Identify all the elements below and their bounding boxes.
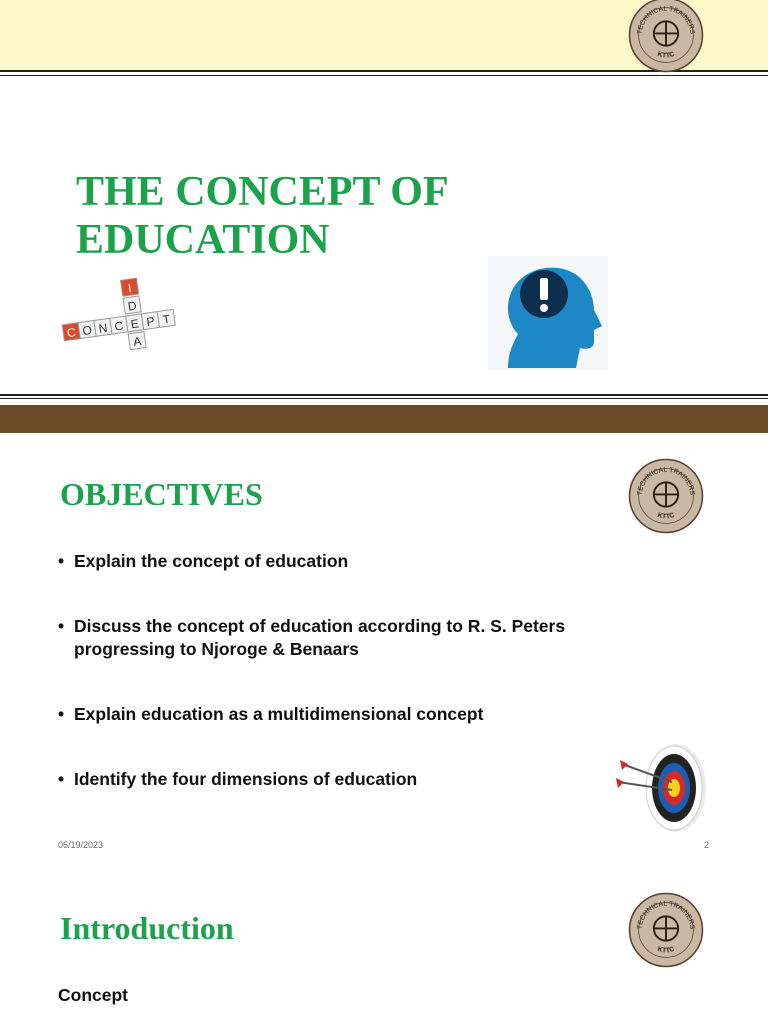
- section-subheading: Concept: [58, 985, 128, 1005]
- divider-line: [0, 398, 768, 399]
- head-exclamation-icon: [488, 256, 608, 370]
- seal-text-top: TECHNICAL TRAINERS: [636, 466, 696, 496]
- svg-text:A: A: [132, 334, 143, 350]
- svg-text:C: C: [113, 318, 125, 334]
- svg-text:T: T: [161, 311, 172, 327]
- objectives-list: [58, 550, 638, 791]
- page-number: 2: [704, 840, 710, 850]
- slide-date: 05/19/2023: [58, 840, 104, 850]
- seal-text-top: TECHNICAL TRAINERS: [636, 900, 696, 930]
- svg-text:O: O: [81, 322, 93, 339]
- concept-idea-tiles: [56, 276, 196, 362]
- svg-text:D: D: [126, 298, 138, 314]
- seal-text-top: TECHNICAL TRAINERS: [636, 5, 696, 35]
- slide-separator-bar: [0, 405, 768, 433]
- list-item: • Explain the concept of education: [58, 550, 638, 573]
- archery-target-icon: [612, 742, 712, 836]
- svg-text:C: C: [66, 325, 77, 341]
- svg-text:P: P: [145, 314, 156, 330]
- seal-text-bottom: KTTC: [656, 50, 676, 60]
- divider-line: [0, 75, 768, 76]
- svg-text:I: I: [127, 281, 133, 296]
- list-item: • Identify the four dimensions of education: [58, 768, 638, 791]
- slide-title: OBJECTIVES: [60, 476, 263, 512]
- seal-text-bottom: KTTC: [656, 945, 676, 955]
- slide-title: THE CONCEPT OF EDUCATION: [76, 169, 448, 263]
- svg-text:E: E: [129, 316, 140, 332]
- seal-text-bottom: KTTC: [656, 511, 676, 521]
- list-item: • Explain education as a multidimensional concept: [58, 703, 638, 726]
- college-seal-icon: [628, 892, 704, 968]
- divider-line: [0, 394, 768, 396]
- slide-title: Introduction: [60, 910, 234, 946]
- college-seal-icon: [628, 0, 704, 73]
- list-item: • Discuss the concept of education according to R. S. Peters progressing to Njoroge & Benaars: [58, 615, 638, 661]
- svg-text:N: N: [97, 320, 109, 336]
- college-seal-icon: [628, 458, 704, 534]
